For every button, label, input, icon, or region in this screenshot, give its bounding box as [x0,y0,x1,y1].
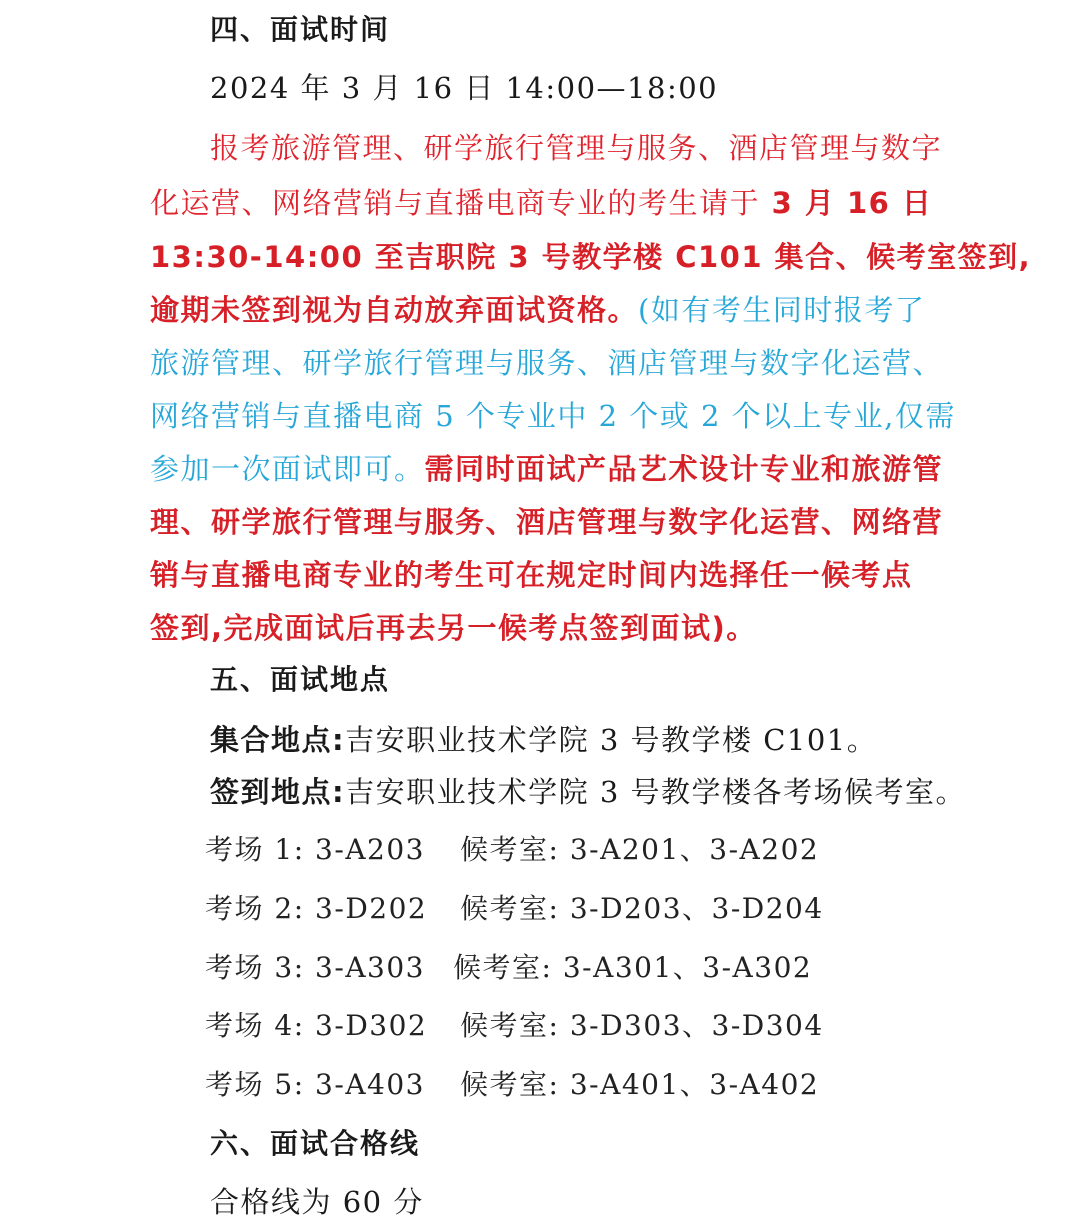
room-label: 考场 1: 3-A203 [205,833,425,866]
notice-line-6: 网络营销与直播电商 5 个专业中 2 个或 2 个以上专业,仅需 [150,399,956,433]
gather-location-value: 吉安职业技术学院 3 号教学楼 C101。 [345,723,878,757]
signin-location-value: 吉安职业技术学院 3 号教学楼各考场候考室。 [345,775,966,809]
notice-line-3: 13:30-14:00 至吉职院 3 号教学楼 C101 集合、候考室签到, [150,240,1032,274]
room-label: 考场 4: 3-D302 [205,1009,428,1042]
notice-line-2 [150,183,932,223]
section6-heading: 六、面试合格线 [210,1127,421,1160]
waiting-room-label: 候考室: 3-A301、3-A302 [453,951,813,984]
gather-location [210,720,877,760]
notice-line-4-bold: 逾期未签到视为自动放弃面试资格。 [150,293,639,327]
interview-time: 2024 年 3 月 16 日 14:00—18:00 [210,71,719,105]
notice-line-7 [150,449,943,489]
notice-line-2-normal: 化运营、网络营销与直播电商专业的考生请于 [150,186,761,220]
waiting-room-label: 候考室: 3-A401、3-A402 [460,1068,820,1101]
section4-heading: 四、面试时间 [210,13,391,46]
waiting-room-label: 候考室: 3-D303、3-D304 [460,1009,824,1042]
room-label: 考场 3: 3-A303 [205,951,425,984]
notice-line-4-blue: (如有考生同时报考了 [638,293,926,327]
signin-location [210,772,966,812]
signin-location-label: 签到地点: [210,775,346,809]
notice-line-5: 旅游管理、研学旅行管理与服务、酒店管理与数字化运营、 [150,346,944,380]
notice-line-7-bold: 需同时面试产品艺术设计专业和旅游管 [424,452,944,486]
waiting-room-label: 候考室: 3-D203、3-D204 [460,892,824,925]
room-label: 考场 5: 3-A403 [205,1068,425,1101]
gather-location-label: 集合地点: [210,723,346,757]
waiting-room-label: 候考室: 3-A201、3-A202 [460,833,820,866]
notice-line-10: 签到,完成面试后再去另一候考点签到面试)。 [150,611,757,645]
notice-line-9: 销与直播电商专业的考生可在规定时间内选择任一候考点 [150,558,913,592]
notice-line-4 [150,290,925,330]
notice-line-1: 报考旅游管理、研学旅行管理与服务、酒店管理与数字 [210,131,943,165]
notice-line-8: 理、研学旅行管理与服务、酒店管理与数字化运营、网络营 [150,505,944,539]
passing-score: 合格线为 60 分 [210,1185,424,1219]
notice-line-7-blue: 参加一次面试即可。 [150,452,425,486]
section5-heading: 五、面试地点 [210,663,391,696]
room-label: 考场 2: 3-D202 [205,892,428,925]
notice-line-2-bold: 3 月 16 日 [760,186,933,220]
